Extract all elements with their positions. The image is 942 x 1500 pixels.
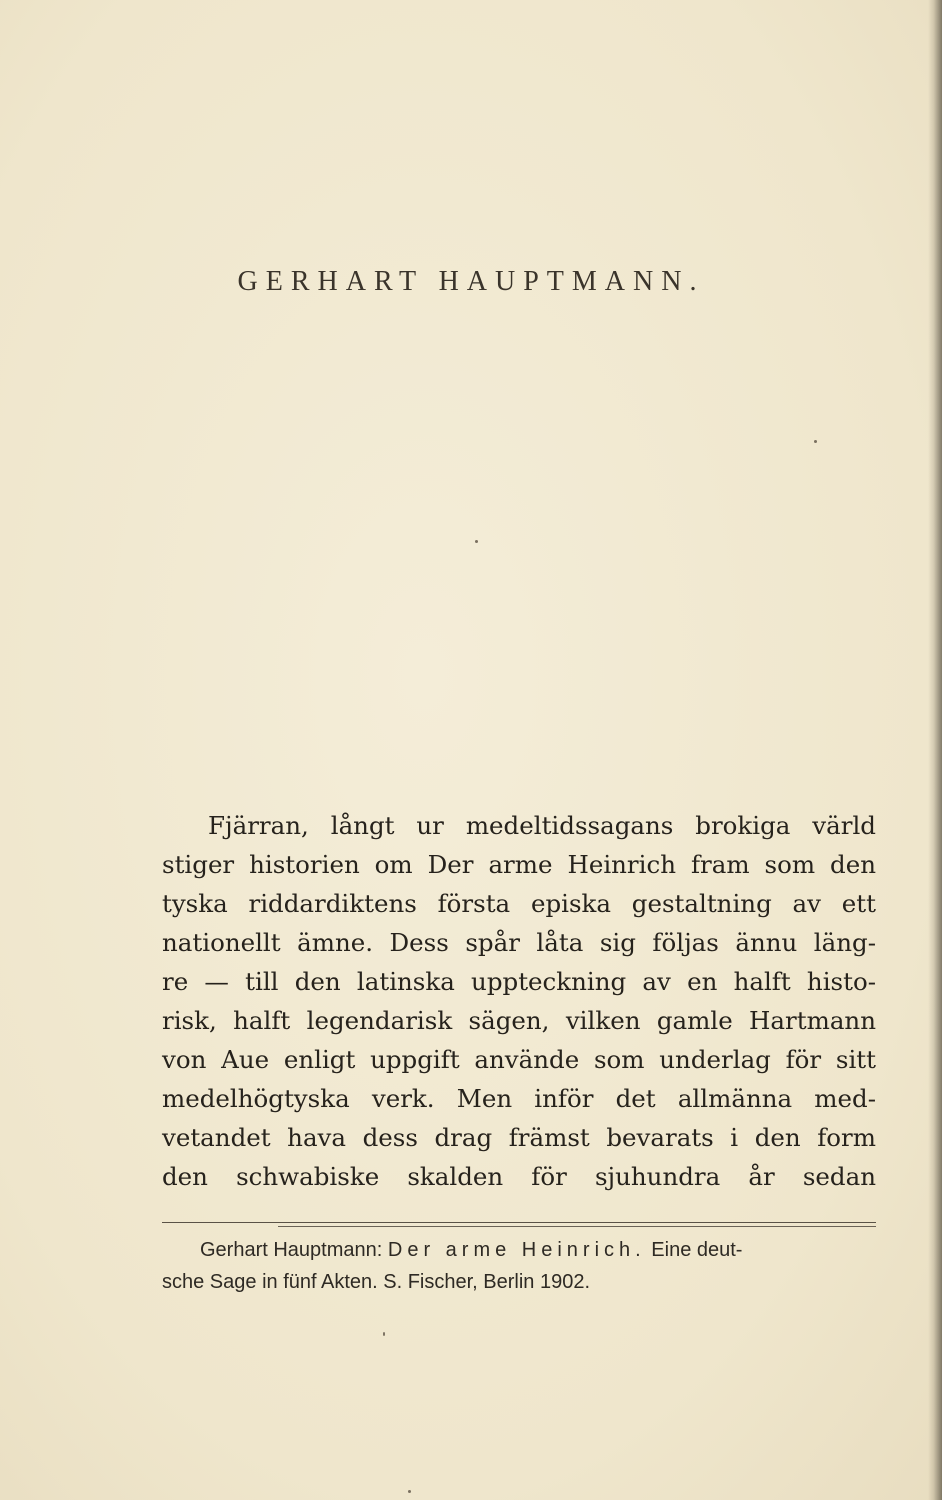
footnote	[162, 1234, 876, 1298]
footnote-work-title: Der arme Heinrich.	[387, 1239, 646, 1261]
body-line: nationellt ämne. Dess spår låta sig följas ännu läng-	[162, 928, 876, 957]
body-line: von Aue enligt uppgift använde som underlag för sitt	[162, 1045, 876, 1074]
footnote-divider	[162, 1222, 876, 1223]
body-line: den schwabiske skalden för sjuhundra år sedan	[162, 1162, 876, 1191]
chapter-title: GERHART HAUPTMANN.	[237, 266, 705, 297]
footnote-author: Gerhart Hauptmann:	[200, 1239, 383, 1261]
body-line: medelhögtyska verk. Men inför det allmänna med-	[162, 1084, 876, 1113]
paper-speck	[408, 1490, 411, 1493]
body-line: vetandet hava dess drag främst bevarats i den form	[162, 1123, 876, 1152]
page-edge-shadow	[928, 0, 942, 1500]
paper-speck	[475, 540, 478, 543]
paper-speck	[814, 440, 817, 443]
paper-speck	[383, 1332, 385, 1336]
footnote-rest: Eine deut-	[651, 1239, 743, 1261]
body-paragraph	[162, 806, 876, 1196]
body-line: tyska riddardiktens första episka gestaltning av ett	[162, 889, 876, 918]
footnote-line-2: sche Sage in fünf Akten. S. Fischer, Berlin 1902.	[162, 1271, 591, 1293]
body-line: re — till den latinska uppteckning av en halft histo-	[162, 967, 876, 996]
body-line: risk, halft legendarisk sägen, vilken gamle Hartmann	[162, 1006, 876, 1035]
footnote-divider-secondary	[278, 1226, 876, 1227]
body-line: Fjärran, långt ur medeltidssagans brokiga värld	[208, 811, 876, 840]
body-line: stiger historien om Der arme Heinrich fram som den	[162, 850, 876, 879]
footnote-line-1	[162, 1234, 876, 1266]
